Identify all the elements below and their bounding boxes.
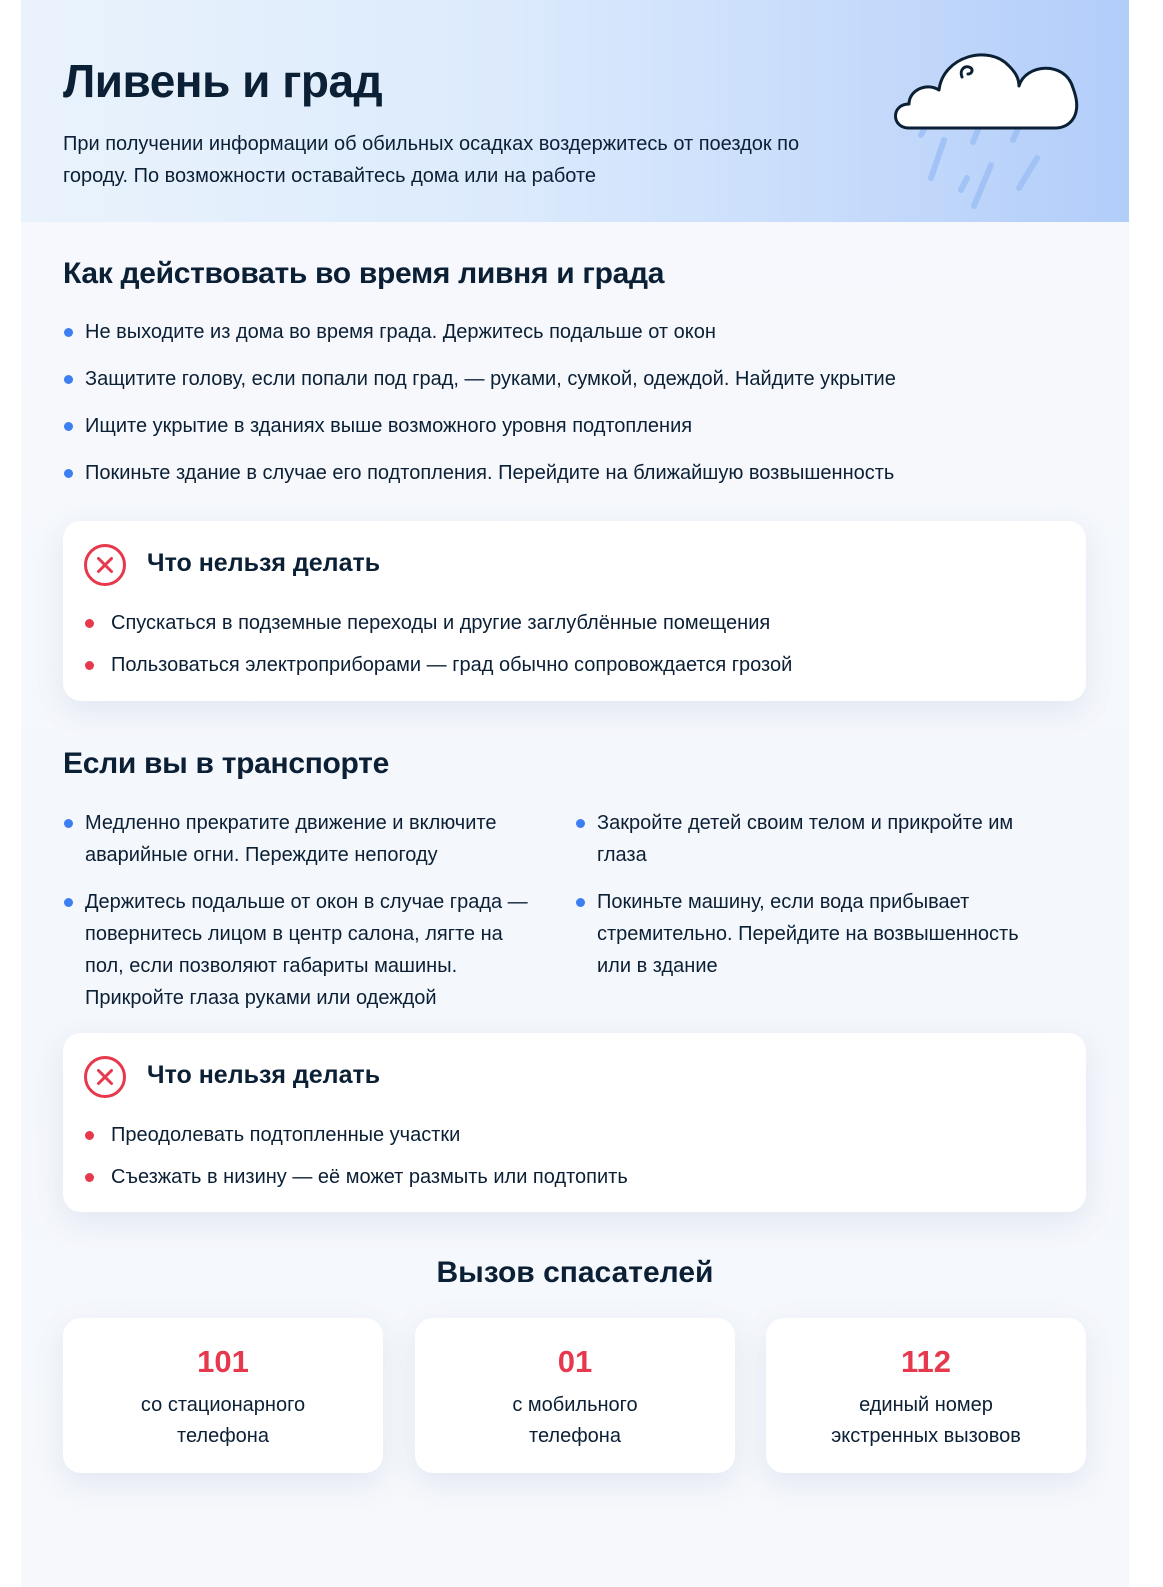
dont-title: Что нельзя делать bbox=[147, 549, 381, 577]
list-item: Закройте детей своим телом и прикройте им глаза bbox=[576, 807, 1046, 871]
prohibited-icon bbox=[83, 1055, 127, 1099]
page bbox=[21, 0, 1129, 1587]
during-list bbox=[64, 316, 1064, 489]
list-item: Преодолевать подтопленные участки bbox=[85, 1119, 1045, 1151]
hero-description: При получении информации об обильных осадках воздержитесь от поездок по городу. По возможности оставайтесь дома или на работе bbox=[63, 133, 800, 187]
list-item: Ищите укрытие в зданиях выше возможного уровня подтопления bbox=[64, 410, 1064, 442]
rescue-number-desc: со стационарного телефона bbox=[140, 1394, 306, 1447]
transport-list-right bbox=[576, 807, 1046, 982]
list-item: Пользоваться электроприборами — град обычно сопровождается грозой bbox=[85, 649, 1045, 681]
rescue-number-card bbox=[63, 1318, 383, 1473]
rescue-number: 01 bbox=[557, 1344, 593, 1379]
dont-list bbox=[85, 607, 1045, 681]
section-title-during: Как действовать во время ливня и града bbox=[63, 257, 665, 290]
cloud-rain-icon bbox=[869, 30, 1079, 220]
rescue-number: 112 bbox=[900, 1344, 951, 1379]
dont-card-during bbox=[63, 521, 1086, 701]
rescue-number-desc: единый номер экстренных вызовов bbox=[831, 1394, 1021, 1447]
rescue-number: 101 bbox=[197, 1344, 249, 1379]
prohibited-icon bbox=[83, 543, 127, 587]
rescue-number-desc: с мобильного телефона bbox=[512, 1394, 638, 1447]
transport-list-left bbox=[64, 807, 544, 1014]
dont-card-transport bbox=[63, 1033, 1086, 1212]
rescue-number-card bbox=[415, 1318, 735, 1473]
rescue-title: Вызов спасателей bbox=[436, 1256, 714, 1289]
page-title: Ливень и град bbox=[63, 55, 383, 107]
hero-banner bbox=[21, 0, 1129, 222]
list-item: Покиньте здание в случае его подтопления. Перейдите на ближайшую возвышенность bbox=[64, 457, 1064, 489]
section-title-transport: Если вы в транспорте bbox=[63, 747, 389, 780]
rescue-number-card bbox=[766, 1318, 1086, 1473]
list-item: Защитите голову, если попали под град, — руками, сумкой, одеждой. Найдите укрытие bbox=[64, 363, 1064, 395]
list-item: Не выходите из дома во время града. Держитесь подальше от окон bbox=[64, 316, 1064, 348]
dont-list bbox=[85, 1119, 1045, 1193]
list-item: Спускаться в подземные переходы и другие заглублённые помещения bbox=[85, 607, 1045, 639]
list-item: Съезжать в низину — её может размыть или подтопить bbox=[85, 1161, 1045, 1193]
list-item: Медленно прекратите движение и включите аварийные огни. Переждите непогоду bbox=[64, 807, 544, 871]
dont-title: Что нельзя делать bbox=[147, 1061, 381, 1089]
list-item: Покиньте машину, если вода прибывает стремительно. Перейдите на возвышенность или в здание bbox=[576, 886, 1046, 982]
list-item: Держитесь подальше от окон в случае града — повернитесь лицом в центр салона, лягте на пол, если позволяют габариты машины. Прикройте глаза руками или одеждой bbox=[64, 886, 544, 1014]
